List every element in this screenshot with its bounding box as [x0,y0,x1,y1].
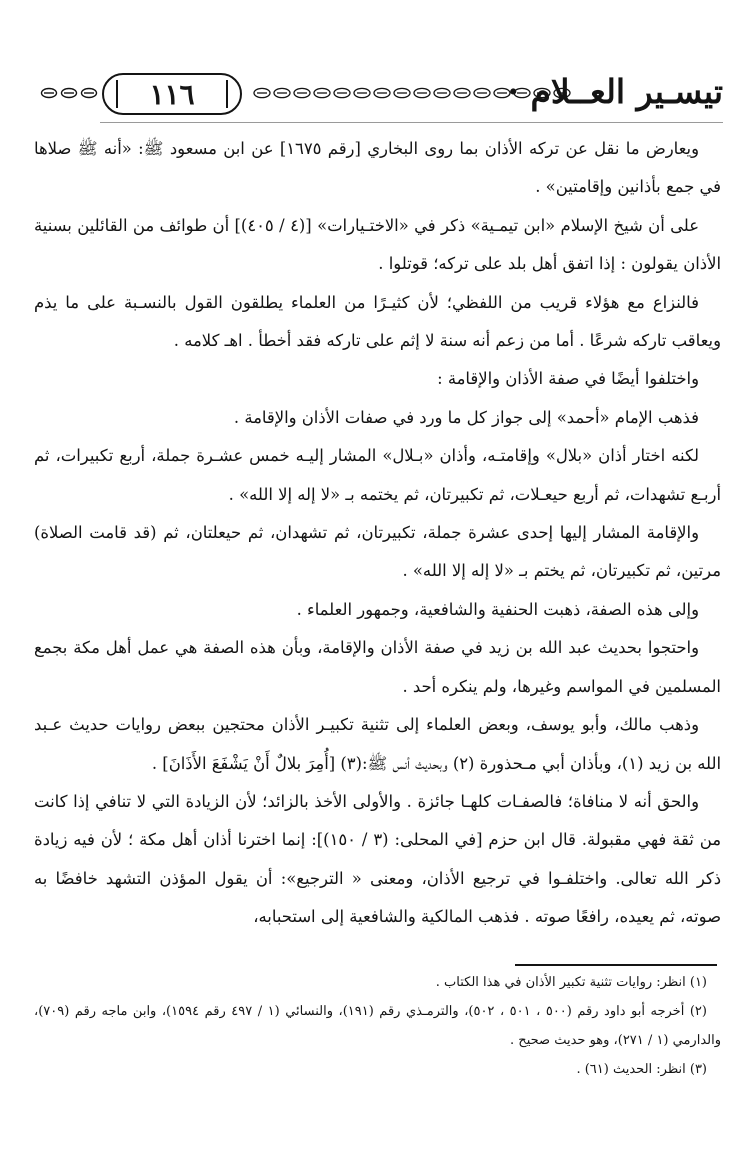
paragraph: لكنه اختار أذان «بلال» وإقامتـه، وأذان «بـلال» المشار إليـه خمس عشـرة جملة، أربع تكبيرات، ثم أربـع تشهدات، ثم أربع حيعـلات، ثم تكبيرتان، ثم يختمه بـ «لا إله إلا الله» . [34,446,721,504]
footnotes [34,968,721,1084]
page-header [0,70,755,126]
chain-ornament-icon [40,86,98,100]
footnote-separator [515,964,717,966]
paragraph: والإقامة المشار إليها إحدى عشرة جملة، تكبيرتان، ثم تشهدان، ثم حيعلتان، ثم (قد قامت الصلاة) مرتين، ثم تكبيرتان، ثم يختم بـ «لا إله إلا الله» . [34,523,721,581]
paragraph: ويعارض ما نقل عن تركه الأذان بما روى البخاري [رقم ١٦٧٥] عن ابن مسعود ﷺ: «أنه ﷺ صلاها في جمع بأذانين وإقامتين» . [34,139,721,197]
paragraph: فالنزاع مع هؤلاء قريب من اللفظي؛ لأن كثيـرًا من العلماء يطلقون القول بالنسـبة على ما يذم ويعاقب تاركه شرعًا . أما من زعم أنه سنة لا إثم على تاركه فقد أخطأ . اهـ كلامه . [34,292,721,351]
header-divider [100,122,723,123]
footnote: (٢) أخرجه أبو داود رقم (٥٠٠ ، ٥٠١ ، ٥٠٢)، والترمـذي رقم (١٩١)، والنسائي (١ / ٤٩٧ رقم ١٥٩٤)، وابن ماجه رقم (٧٠٩)، والدارمي (١ / ٢٧١)، وهو حديث صحيح . [34,1004,721,1048]
footnote: (١) انظر: روايات تثنية تكبير الأذان في هذا الكتاب . [435,975,707,990]
paragraph: فذهب الإمام «أحمد» إلى جواز كل ما ورد في صفات الأذان والإقامة . [233,407,699,427]
page-number: ١١٦ [149,77,195,111]
main-text [34,130,721,937]
paragraph: والحق أنه لا منافاة؛ فالصفـات كلهـا جائزة . والأولى الأخذ بالزائد؛ لأن الزيادة التي لا تنافي إذا كانت من ثقة فهي مقبولة. قال ابن حزم [في المحلى: (٣ / ١٥٠)]: إنما اخترنا أذان أهل مكة ؛ لأن فيه زيادة ذكر الله تعالى. واختلفـوا في ترجيع الأذان، ومعنى « الترجيع»: أن يقول المؤذن التشهد خافضًا به صوته، ثم يعيده، رافعًا صوته . فذهب المالكية والشافعية إلى استحبابه، [34,791,721,927]
paragraph: واختلفوا أيضًا في صفة الأذان والإقامة : [437,369,699,389]
paragraph: على أن شيخ الإسلام «ابن تيمـية» ذكر في «الاختـيارات» [(٤ / ٤٠٥)] أن طوائف من القائلين بسنية الأذان يقولون : إذا اتفق أهل بلد على تركه؛ قوتلوا . [34,215,721,274]
paragraph: وذهب مالك، وأبو يوسف، وبعض العلماء إلى تثنية تكبيـر الأذان محتجين ببعض روايات حديث عـبد الله بن زيد (١)، وبأذان أبي مـحذورة (٢) وبحديث أنس ﷺ:(٣) [أُمِرَ بلالٌ أَنْ يَشْفَعَ الأَذَانَ] . [34,715,721,773]
page-number-frame [102,73,242,115]
book-title: تيسـير العــلام · [507,72,723,111]
footnote: (٣) انظر: الحديث (٦١) . [576,1062,707,1077]
paragraph: واحتجوا بحديث عبد الله بن زيد في صفة الأذان والإقامة، وبأن هذه الصفة هي عمل أهل مكة بجمع المسلمين في المواسم وغيرها، ولم ينكره أحد . [34,638,721,696]
paragraph: وإلى هذه الصفة، ذهبت الحنفية والشافعية، وجمهور العلماء . [296,599,699,619]
